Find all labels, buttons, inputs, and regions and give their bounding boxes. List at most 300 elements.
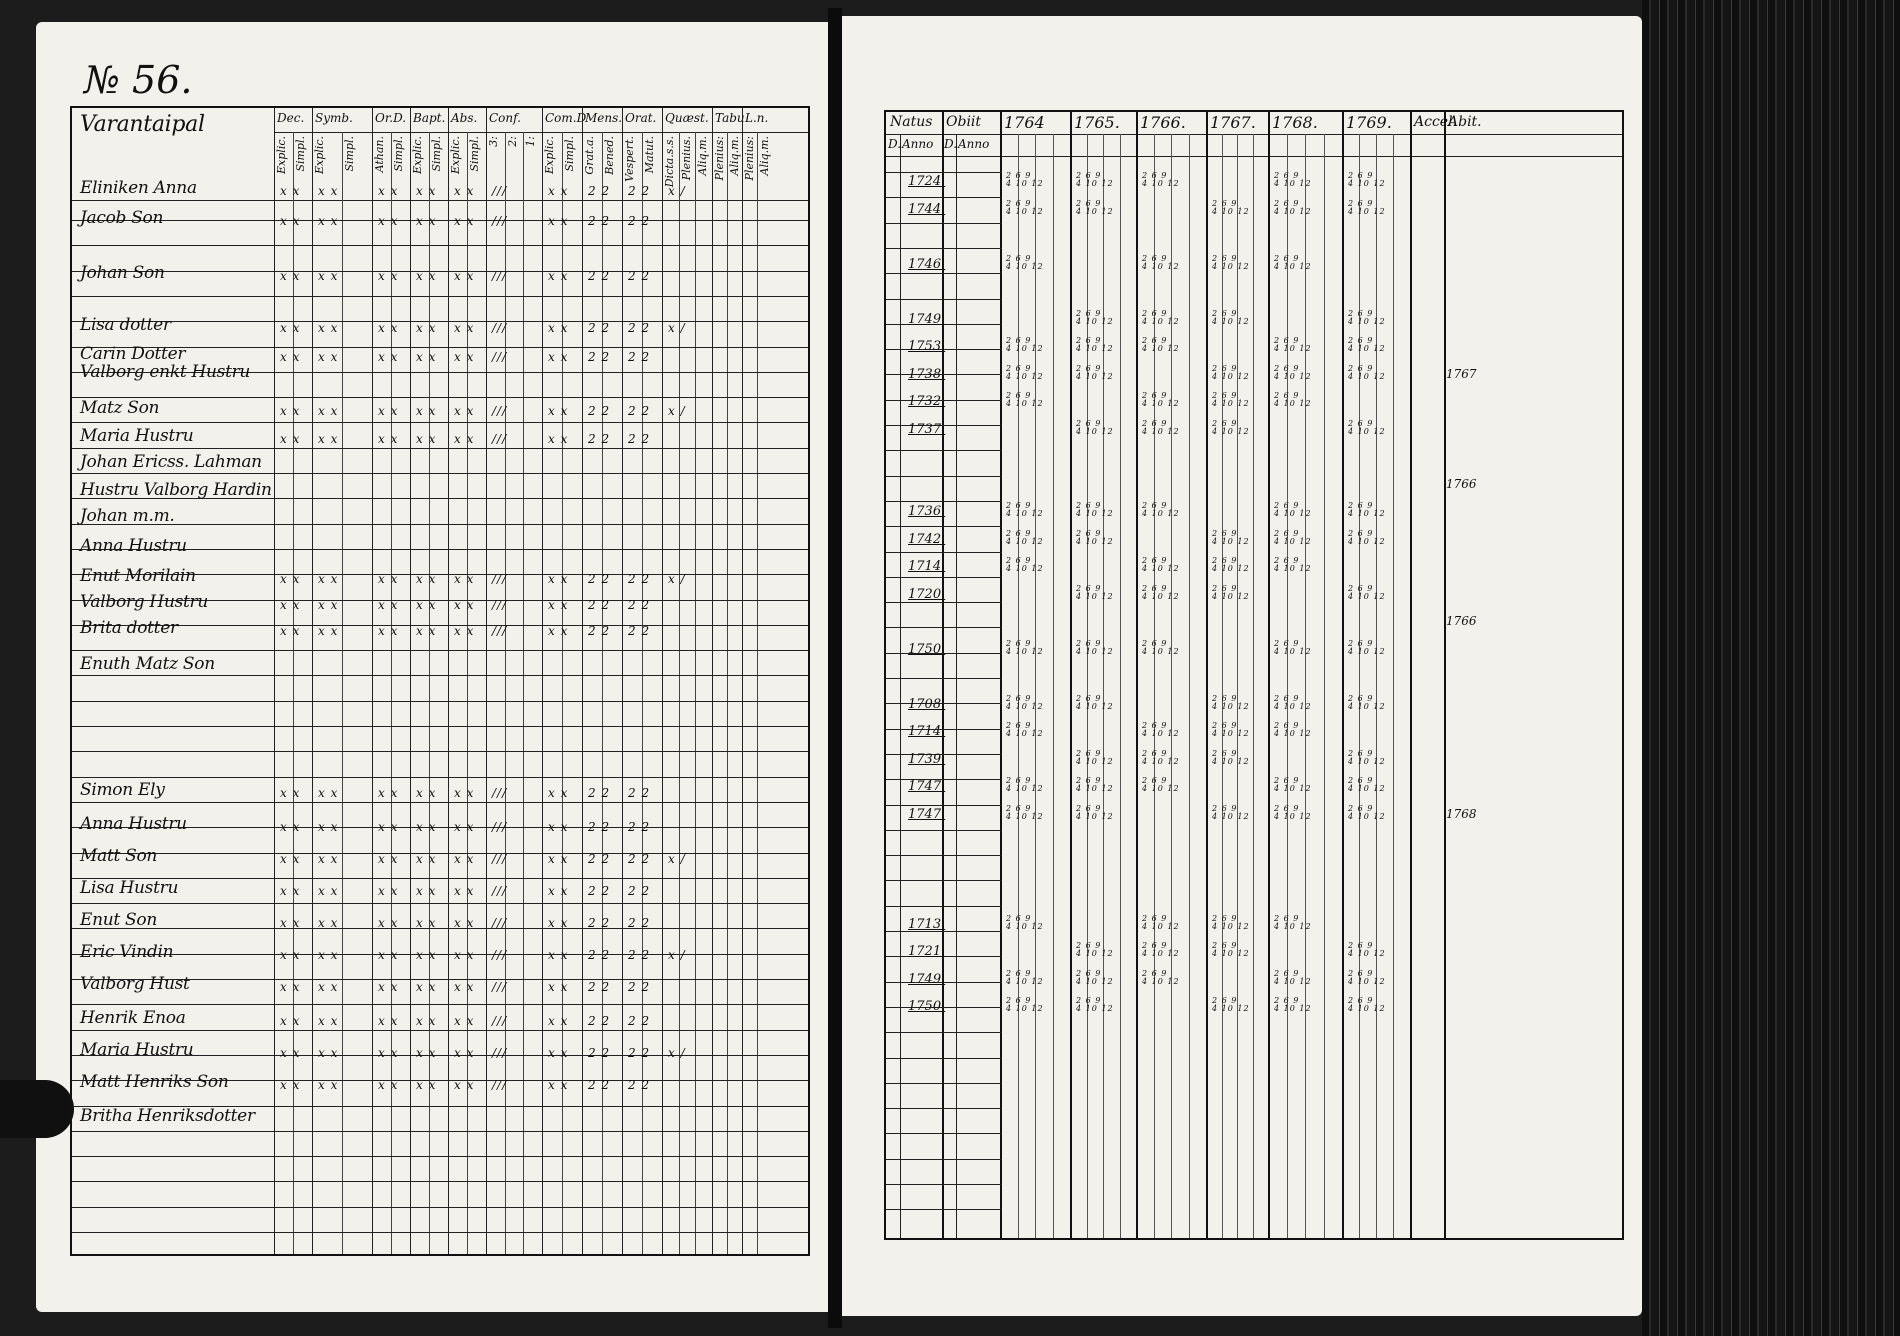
- birth-year: 1737.: [908, 421, 946, 437]
- subcolumn-divider: [1287, 134, 1288, 1238]
- row-rule: [72, 675, 808, 676]
- tally-mark: x x: [454, 321, 475, 335]
- tally-mark: 2 2: [588, 948, 611, 962]
- column-header: Orat.: [625, 111, 657, 125]
- tally-mark: x x: [548, 404, 569, 418]
- birth-year: 1714.: [908, 724, 946, 739]
- ledger-name: Valborg enkt Hustru: [80, 362, 251, 382]
- column-header: Obiit: [946, 114, 982, 130]
- ledger-name: Eric Vindin: [80, 942, 174, 962]
- tally-mark: x x: [378, 852, 399, 866]
- tally-mark: 2 2: [628, 1078, 651, 1092]
- tally-mark: x x: [454, 884, 475, 898]
- subcolumn-divider: [1018, 134, 1019, 1238]
- column-header: Bapt.: [413, 111, 446, 125]
- tally-fraction: 2 6 9 4 10 12: [1348, 501, 1386, 518]
- tally-fraction: 2 6 9 4 10 12: [1006, 253, 1044, 271]
- tally-mark: x x: [280, 1078, 301, 1092]
- tally-fraction: 2 6 9 4 10 12: [1006, 968, 1044, 986]
- tally-mark: 2 2: [628, 269, 651, 283]
- abit-note: 1766: [1446, 476, 1477, 491]
- tally-fraction: 2 6 9 4 10 12: [1274, 528, 1312, 546]
- ledger-name: Matz Son: [80, 398, 160, 418]
- tally-mark: 2 2: [628, 572, 651, 586]
- tally-mark: 2 2: [588, 852, 611, 866]
- subcolumn-divider: [342, 132, 343, 1254]
- birth-year: 1747.: [908, 806, 946, 822]
- birth-year: 1744.: [908, 201, 946, 217]
- tally-mark: x x: [318, 980, 339, 994]
- column-subheader: 3:: [487, 136, 500, 147]
- tally-fraction: 2 6 9 4 10 12: [1274, 198, 1312, 216]
- column-header: Or.D.: [375, 111, 407, 125]
- tally-mark: ///: [492, 916, 508, 930]
- tally-fraction: 2 6 9 4 10 12: [1212, 583, 1250, 601]
- column-subheader: Explic.: [449, 136, 462, 174]
- tally-fraction: 2 6 9 4 10 12: [1348, 336, 1386, 353]
- tally-fraction: 2 6 9 4 10 12: [1076, 198, 1114, 216]
- header-divider: [886, 134, 1622, 135]
- ledger-name: Henrik Enoa: [80, 1008, 186, 1028]
- column-subheader: Simpl.: [430, 136, 443, 172]
- tally-mark: x x: [454, 980, 475, 994]
- tally-mark: 2 2: [588, 404, 611, 418]
- column-header: Symb.: [315, 111, 353, 125]
- place-name: Varantaipal: [80, 112, 205, 137]
- tally-fraction: 2 6 9 4 10 12: [1274, 913, 1312, 931]
- subcolumn-divider: [1376, 134, 1377, 1238]
- column-subheader: Simpl.: [294, 136, 307, 172]
- tally-mark: x x: [318, 624, 339, 638]
- row-rule: [72, 220, 808, 221]
- tally-mark: x x: [416, 572, 437, 586]
- column-header: Tabu: [715, 111, 745, 125]
- tally-mark: x x: [548, 432, 569, 446]
- tally-mark: x x: [280, 884, 301, 898]
- abit-note: 1768: [1446, 806, 1477, 821]
- row-rule: [886, 577, 1002, 578]
- tally-mark: x x: [378, 404, 399, 418]
- ledger-name: Matt Son: [80, 846, 158, 866]
- tally-fraction: 2 6 9 4 10 12: [1348, 418, 1386, 436]
- tally-mark: x x: [416, 852, 437, 866]
- subcolumn-divider: [1393, 134, 1394, 1238]
- ledger-name: Enut Son: [80, 910, 157, 930]
- tally-mark: x x: [416, 321, 437, 335]
- tally-mark: x /: [668, 404, 686, 418]
- row-rule: [886, 1159, 1002, 1160]
- column-subheader: 2:: [505, 136, 519, 147]
- tally-mark: x x: [548, 624, 569, 638]
- tally-mark: x x: [318, 321, 339, 335]
- tally-mark: x x: [280, 269, 301, 283]
- tally-mark: 2 2: [588, 598, 611, 612]
- tally-fraction: 2 6 9 4 10 12: [1076, 528, 1114, 546]
- tally-mark: x x: [318, 852, 339, 866]
- column-subheader: Aliq.m.: [728, 136, 741, 176]
- column-header: 1766.: [1140, 113, 1186, 132]
- column-divider: [410, 108, 411, 1254]
- tally-mark: x x: [318, 884, 339, 898]
- tally-fraction: 2 6 9 4 10 12: [1076, 941, 1114, 958]
- tally-fraction: 2 6 9 4 10 12: [1076, 418, 1114, 436]
- tally-fraction: 2 6 9 4 10 12: [1142, 556, 1180, 573]
- tally-mark: x x: [416, 980, 437, 994]
- column-subheader: Simpl.: [563, 136, 576, 172]
- tally-mark: x x: [318, 432, 339, 446]
- birth-year: 1750.: [908, 641, 946, 657]
- tally-fraction: 2 6 9 4 10 12: [1076, 336, 1114, 353]
- tally-mark: x x: [318, 184, 339, 198]
- ledger-name: Anna Hustru: [80, 814, 187, 834]
- tally-mark: x x: [454, 404, 475, 418]
- tally-fraction: 2 6 9 4 10 12: [1212, 913, 1250, 931]
- tally-fraction: 2 6 9 4 10 12: [1348, 776, 1386, 793]
- tally-mark: x x: [378, 1078, 399, 1092]
- row-rule: [72, 448, 808, 449]
- tally-fraction: 2 6 9 4 10 12: [1006, 171, 1044, 188]
- ledger-name: Valborg Hustru: [80, 592, 209, 612]
- tally-mark: x x: [280, 948, 301, 962]
- column-header: L.n.: [745, 111, 769, 125]
- row-rule: [72, 1232, 808, 1233]
- tally-mark: x /: [668, 184, 686, 198]
- birth-year: 1724.: [908, 174, 946, 189]
- column-header: 1768.: [1272, 113, 1318, 132]
- tally-mark: 2 2: [588, 1046, 611, 1060]
- birth-year: 1720.: [908, 586, 946, 602]
- tally-fraction: 2 6 9 4 10 12: [1348, 363, 1386, 381]
- birth-year: 1750.: [908, 999, 946, 1014]
- tally-mark: x x: [416, 948, 437, 962]
- tally-mark: x x: [378, 598, 399, 612]
- tally-mark: x x: [318, 269, 339, 283]
- birth-year: 1713.: [908, 916, 946, 932]
- row-rule: [886, 678, 1002, 679]
- tally-mark: x x: [454, 1078, 475, 1092]
- row-rule: [886, 1058, 1002, 1059]
- tally-mark: x x: [378, 786, 399, 800]
- tally-mark: x x: [548, 572, 569, 586]
- tally-mark: x x: [548, 350, 569, 364]
- tally-mark: x x: [454, 1014, 475, 1028]
- column-subheader: Explic.: [543, 136, 556, 174]
- tally-mark: x x: [454, 598, 475, 612]
- tally-mark: ///: [492, 404, 508, 418]
- tally-fraction: 2 6 9 4 10 12: [1348, 583, 1386, 601]
- birth-year: 1753.: [908, 339, 946, 354]
- tally-fraction: 2 6 9 4 10 12: [1274, 171, 1312, 188]
- row-rule: [886, 1083, 1002, 1084]
- tally-fraction: 2 6 9 4 10 12: [1348, 803, 1386, 821]
- tally-mark: ///: [492, 1078, 508, 1092]
- tally-mark: x x: [378, 884, 399, 898]
- book-gutter: [828, 8, 842, 1328]
- column-subheader: Anno: [958, 137, 990, 151]
- row-rule: [886, 627, 1002, 628]
- row-rule: [72, 1004, 808, 1005]
- column-divider: [448, 108, 449, 1254]
- tally-fraction: 2 6 9 4 10 12: [1142, 391, 1180, 408]
- ledger-name: Britha Henriksdotter: [80, 1106, 255, 1126]
- tally-fraction: 2 6 9 4 10 12: [1076, 583, 1114, 601]
- tally-mark: x x: [280, 916, 301, 930]
- tally-fraction: 2 6 9 4 10 12: [1142, 336, 1180, 353]
- tally-mark: x x: [318, 1046, 339, 1060]
- subcolumn-divider: [1324, 134, 1325, 1238]
- tally-fraction: 2 6 9 4 10 12: [1076, 776, 1114, 793]
- tally-mark: x x: [280, 852, 301, 866]
- tally-mark: x x: [416, 184, 437, 198]
- column-header: Mens.: [585, 111, 623, 125]
- tally-fraction: 2 6 9 4 10 12: [1006, 391, 1044, 408]
- tally-mark: x x: [318, 1078, 339, 1092]
- tally-fraction: 2 6 9 4 10 12: [1006, 693, 1044, 711]
- subcolumn-divider: [1237, 134, 1238, 1238]
- row-rule: [72, 853, 808, 854]
- tally-fraction: 2 6 9 4 10 12: [1142, 638, 1180, 656]
- tally-mark: x x: [378, 916, 399, 930]
- column-divider: [1268, 112, 1270, 1238]
- tally-fraction: 2 6 9 4 10 12: [1142, 776, 1180, 793]
- tally-mark: ///: [492, 884, 508, 898]
- tally-mark: x x: [454, 572, 475, 586]
- row-rule: [886, 855, 1002, 856]
- tally-mark: 2 2: [588, 624, 611, 638]
- tally-mark: x /: [668, 1046, 686, 1060]
- tally-mark: x x: [416, 1046, 437, 1060]
- tally-mark: x x: [378, 184, 399, 198]
- column-subheader: Explic.: [275, 136, 288, 174]
- tally-mark: 2 2: [588, 1078, 611, 1092]
- tally-fraction: 2 6 9 4 10 12: [1212, 253, 1250, 271]
- tally-mark: x x: [548, 980, 569, 994]
- row-rule: [886, 501, 1002, 502]
- tally-mark: 2 2: [588, 1014, 611, 1028]
- tally-fraction: 2 6 9 4 10 12: [1142, 253, 1180, 271]
- tally-fraction: 2 6 9 4 10 12: [1142, 968, 1180, 986]
- column-divider: [1070, 112, 1072, 1238]
- tally-fraction: 2 6 9 4 10 12: [1274, 721, 1312, 738]
- column-divider: [372, 108, 373, 1254]
- tally-fraction: 2 6 9 4 10 12: [1076, 748, 1114, 766]
- tally-mark: 2 2: [628, 321, 651, 335]
- book-edge: [1642, 0, 1900, 1336]
- row-rule: [72, 878, 808, 879]
- tally-mark: ///: [492, 350, 508, 364]
- register-number: № 56.: [84, 58, 193, 102]
- ledger-name: Brita dotter: [80, 618, 178, 638]
- column-subheader: Aliq.m.: [696, 136, 710, 176]
- row-rule: [886, 1032, 1002, 1033]
- column-subheader: Vespert.: [623, 136, 636, 182]
- tally-mark: x x: [318, 572, 339, 586]
- page-clip: [0, 1080, 74, 1138]
- tally-mark: x x: [416, 404, 437, 418]
- row-rule: [886, 223, 1002, 224]
- right-ledger-table: [884, 110, 1624, 1240]
- tally-mark: x x: [280, 598, 301, 612]
- tally-mark: 2 2: [588, 980, 611, 994]
- tally-fraction: 2 6 9 4 10 12: [1006, 528, 1044, 546]
- tally-mark: x x: [378, 1046, 399, 1060]
- row-rule: [72, 701, 808, 702]
- tally-fraction: 2 6 9 4 10 12: [1142, 501, 1180, 518]
- column-divider: [542, 108, 543, 1254]
- tally-fraction: 2 6 9 4 10 12: [1212, 363, 1250, 381]
- column-subheader: Plenius:: [743, 136, 756, 181]
- birth-year: 1742.: [908, 531, 946, 547]
- abit-note: 1767: [1446, 366, 1477, 381]
- column-divider: [942, 112, 944, 1238]
- tally-mark: x x: [416, 350, 437, 364]
- tally-mark: x x: [548, 916, 569, 930]
- tally-mark: x x: [416, 884, 437, 898]
- left-ledger-table: [70, 106, 810, 1256]
- subcolumn-divider: [1053, 134, 1054, 1238]
- tally-mark: x x: [378, 432, 399, 446]
- column-subheader: Explic.: [411, 136, 424, 174]
- row-rule: [886, 602, 1002, 603]
- tally-mark: x x: [318, 350, 339, 364]
- tally-mark: x x: [416, 786, 437, 800]
- column-header: 1765.: [1074, 113, 1120, 132]
- birth-year: 1749.: [908, 971, 946, 987]
- birth-year: 1747.: [908, 779, 946, 794]
- tally-fraction: 2 6 9 4 10 12: [1348, 968, 1386, 986]
- tally-mark: x x: [454, 350, 475, 364]
- row-rule: [886, 830, 1002, 831]
- row-rule: [72, 625, 808, 626]
- subcolumn-divider: [1305, 134, 1306, 1238]
- ledger-name: Johan Son: [80, 263, 165, 283]
- tally-fraction: 2 6 9 4 10 12: [1142, 171, 1180, 188]
- row-rule: [72, 473, 808, 474]
- column-subheader: Plenius:: [713, 136, 726, 181]
- column-divider: [486, 108, 487, 1254]
- birth-year: 1714.: [908, 559, 946, 574]
- tally-fraction: 2 6 9 4 10 12: [1142, 308, 1180, 326]
- column-subheader: Bened.: [603, 136, 616, 175]
- tally-mark: 2 2: [628, 1046, 651, 1060]
- row-rule: [72, 321, 808, 322]
- tally-mark: 2 2: [628, 184, 651, 198]
- tally-fraction: 2 6 9 4 10 12: [1212, 721, 1250, 738]
- tally-mark: 2 2: [588, 916, 611, 930]
- tally-mark: x x: [416, 1078, 437, 1092]
- tally-fraction: 2 6 9 4 10 12: [1348, 941, 1386, 958]
- column-divider: [312, 108, 313, 1254]
- row-rule: [886, 880, 1002, 881]
- birth-year: 1708.: [908, 696, 946, 712]
- tally-mark: x x: [318, 820, 339, 834]
- tally-mark: x x: [378, 214, 399, 228]
- tally-mark: 2 2: [628, 404, 651, 418]
- tally-mark: x /: [668, 948, 686, 962]
- column-divider: [274, 108, 275, 1254]
- tally-mark: x x: [280, 624, 301, 638]
- row-rule: [72, 903, 808, 904]
- tally-mark: 2 2: [628, 786, 651, 800]
- tally-mark: 2 2: [588, 350, 611, 364]
- tally-mark: 2 2: [628, 884, 651, 898]
- tally-mark: 2 2: [588, 572, 611, 586]
- subcolumn-divider: [1087, 134, 1088, 1238]
- column-divider: [622, 108, 623, 1254]
- tally-mark: ///: [492, 214, 508, 228]
- column-subheader: Matut.: [643, 136, 656, 174]
- tally-mark: ///: [492, 1046, 508, 1060]
- tally-fraction: 2 6 9 4 10 12: [1006, 776, 1044, 793]
- column-subheader: Aliq.m.: [758, 136, 771, 176]
- subcolumn-divider: [757, 132, 758, 1254]
- subcolumn-divider: [1222, 134, 1223, 1238]
- tally-fraction: 2 6 9 4 10 12: [1006, 638, 1044, 656]
- row-rule: [886, 273, 1002, 274]
- row-rule: [886, 526, 1002, 527]
- tally-fraction: 2 6 9 4 10 12: [1274, 803, 1312, 821]
- ledger-name: Eliniken Anna: [80, 178, 197, 198]
- tally-mark: ///: [492, 432, 508, 446]
- tally-mark: x /: [668, 321, 686, 335]
- row-rule: [72, 245, 808, 246]
- row-rule: [72, 1131, 808, 1132]
- tally-mark: x x: [280, 214, 301, 228]
- tally-fraction: 2 6 9 4 10 12: [1212, 528, 1250, 546]
- tally-mark: x x: [318, 1014, 339, 1028]
- birth-year: 1721.: [908, 944, 946, 959]
- tally-mark: x x: [318, 404, 339, 418]
- row-rule: [886, 1133, 1002, 1134]
- row-rule: [72, 1181, 808, 1182]
- column-header: 1767.: [1210, 113, 1256, 132]
- tally-fraction: 2 6 9 4 10 12: [1076, 803, 1114, 821]
- row-rule: [886, 805, 1002, 806]
- column-header: Quæst.: [665, 111, 709, 125]
- tally-mark: x x: [280, 432, 301, 446]
- birth-year: 1736.: [908, 504, 946, 519]
- tally-mark: x x: [548, 1014, 569, 1028]
- tally-mark: x x: [548, 269, 569, 283]
- column-divider: [662, 108, 663, 1254]
- ledger-name: Simon Ely: [80, 780, 165, 800]
- tally-mark: x x: [378, 980, 399, 994]
- tally-fraction: 2 6 9 4 10 12: [1076, 363, 1114, 381]
- tally-mark: ///: [492, 820, 508, 834]
- tally-fraction: 2 6 9 4 10 12: [1212, 308, 1250, 326]
- abit-note: 1766: [1446, 614, 1477, 628]
- tally-mark: x x: [378, 948, 399, 962]
- column-header: Dec.: [277, 111, 305, 125]
- column-subheader: Simpl.: [392, 136, 405, 172]
- row-rule: [72, 296, 808, 297]
- tally-mark: x x: [280, 1046, 301, 1060]
- ledger-name: Hustru Valborg Hardin: [80, 480, 272, 500]
- row-rule: [72, 726, 808, 727]
- tally-mark: x x: [280, 980, 301, 994]
- tally-fraction: 2 6 9 4 10 12: [1212, 803, 1250, 821]
- tally-fraction: 2 6 9 4 10 12: [1142, 721, 1180, 738]
- header-bottom-rule: [72, 200, 808, 201]
- tally-fraction: 2 6 9 4 10 12: [1076, 501, 1114, 518]
- column-divider: [1410, 112, 1412, 1238]
- tally-mark: ///: [492, 980, 508, 994]
- ledger-name: Valborg Hust: [80, 974, 190, 994]
- tally-mark: x x: [318, 214, 339, 228]
- column-subheader: 1:: [524, 136, 538, 147]
- tally-fraction: 2 6 9 4 10 12: [1348, 638, 1386, 656]
- tally-fraction: 2 6 9 4 10 12: [1212, 198, 1250, 216]
